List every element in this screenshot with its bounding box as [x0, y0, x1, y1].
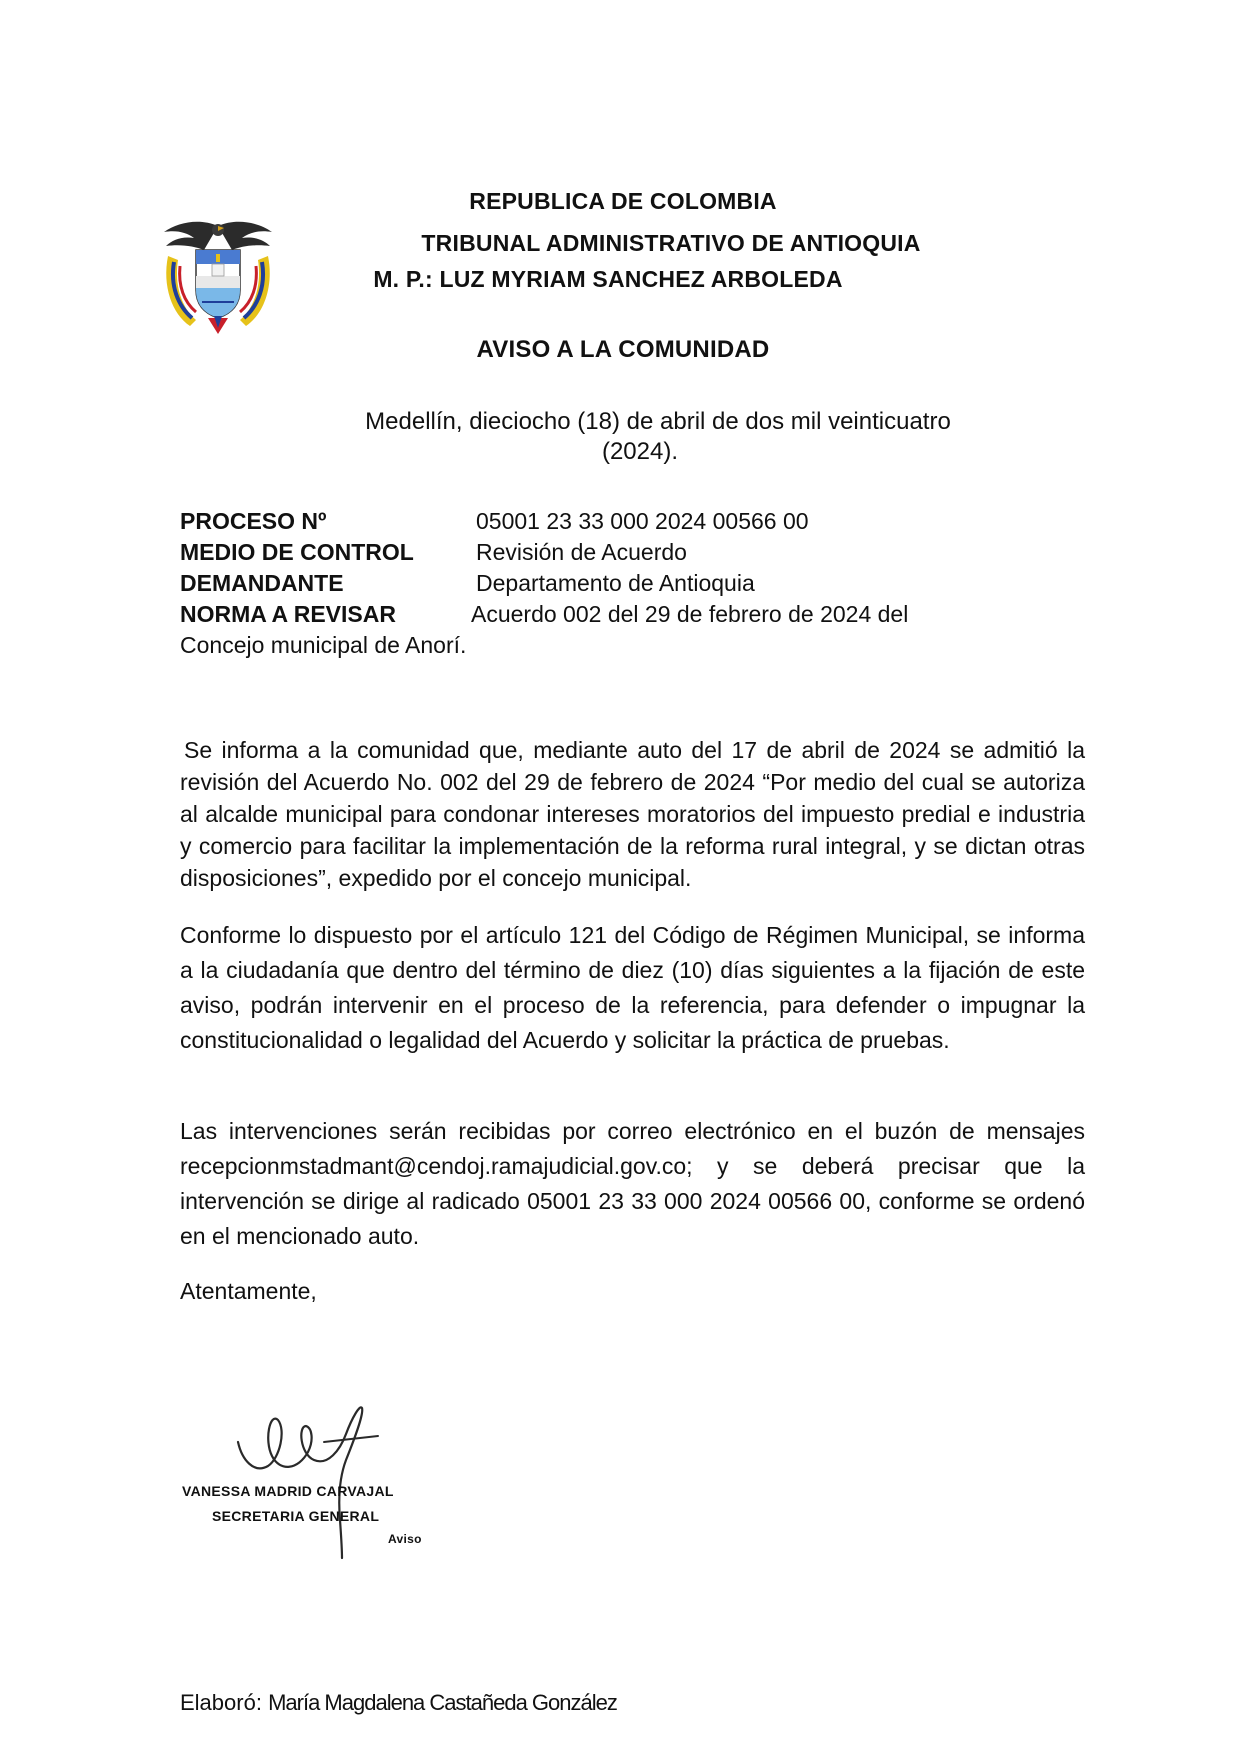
- header-tribunal: TRIBUNAL ADMINISTRATIVO DE ANTIOQUIA: [421, 230, 921, 256]
- signature-block: [178, 1400, 478, 1570]
- header-magistrada: M. P.: LUZ MYRIAM SANCHEZ ARBOLEDA: [373, 266, 843, 292]
- header-republica: REPUBLICA DE COLOMBIA: [469, 188, 777, 214]
- notice-title: AVISO A LA COMUNIDAD: [476, 336, 770, 363]
- paragraph-email: Las intervenciones serán recibidas por correo electrónico en el buzón de mensajes recepcionmstadmant@cendoj.ramajudicial.gov.co; y se deberá precisar que la intervención se dirige al radicado 05001 23 33 000 2024 00566 00, conforme se ordenó en el mencionado auto.: [180, 1118, 1085, 1249]
- field-value-proceso: 05001 23 33 000 2024 00566 00: [476, 508, 809, 534]
- norma-continuation: Concejo municipal de Anorí.: [180, 632, 467, 658]
- signer-role: SECRETARIA GENERAL: [212, 1508, 380, 1524]
- field-value-demandante: Departamento de Antioquia: [476, 570, 755, 596]
- closing: Atentamente,: [180, 1278, 317, 1304]
- field-value-norma: Acuerdo 002 del 29 de febrero de 2024 del: [471, 601, 909, 627]
- field-label-medio: MEDIO DE CONTROL: [180, 539, 414, 565]
- date-line-2: (2024).: [601, 438, 679, 465]
- footer-name: María Magdalena Castañeda González: [268, 1690, 617, 1715]
- signer-name: VANESSA MADRID CARVAJAL: [182, 1483, 394, 1499]
- field-label-demandante: DEMANDANTE: [180, 570, 344, 596]
- date-line-1: Medellín, dieciocho (18) de abril de dos mil veinticuatro: [365, 408, 951, 435]
- field-value-medio: Revisión de Acuerdo: [476, 539, 687, 565]
- signer-note: Aviso: [388, 1532, 422, 1546]
- paragraph-admission: Se informa a la comunidad que, mediante auto del 17 de abril de 2024 se admitió la revisión del Acuerdo No. 002 del 29 de febrero de 2024 “Por medio del cual se autoriza al alcalde municipal para condonar intereses moratorios del impuesto predial e industria y comercio para facilitar la implementación de la reforma rural integral, y se dictan otras disposiciones”, expedido por el concejo municipal.: [180, 737, 1085, 891]
- field-label-norma: NORMA A REVISAR: [180, 601, 396, 627]
- footer-label: Elaboró:: [180, 1690, 262, 1715]
- paragraph-intervention: Conforme lo dispuesto por el artículo 121 del Código de Régimen Municipal, se informa a la ciudadanía que dentro del término de diez (10) días siguientes a la fijación de este aviso, podrán intervenir en el proceso de la referencia, para defender o impugnar la constitucionalidad o legalidad del Acuerdo y solicitar la práctica de pruebas.: [180, 922, 1085, 1053]
- footer-prepared-by: [180, 1690, 617, 1716]
- field-label-proceso: PROCESO Nº: [180, 508, 327, 534]
